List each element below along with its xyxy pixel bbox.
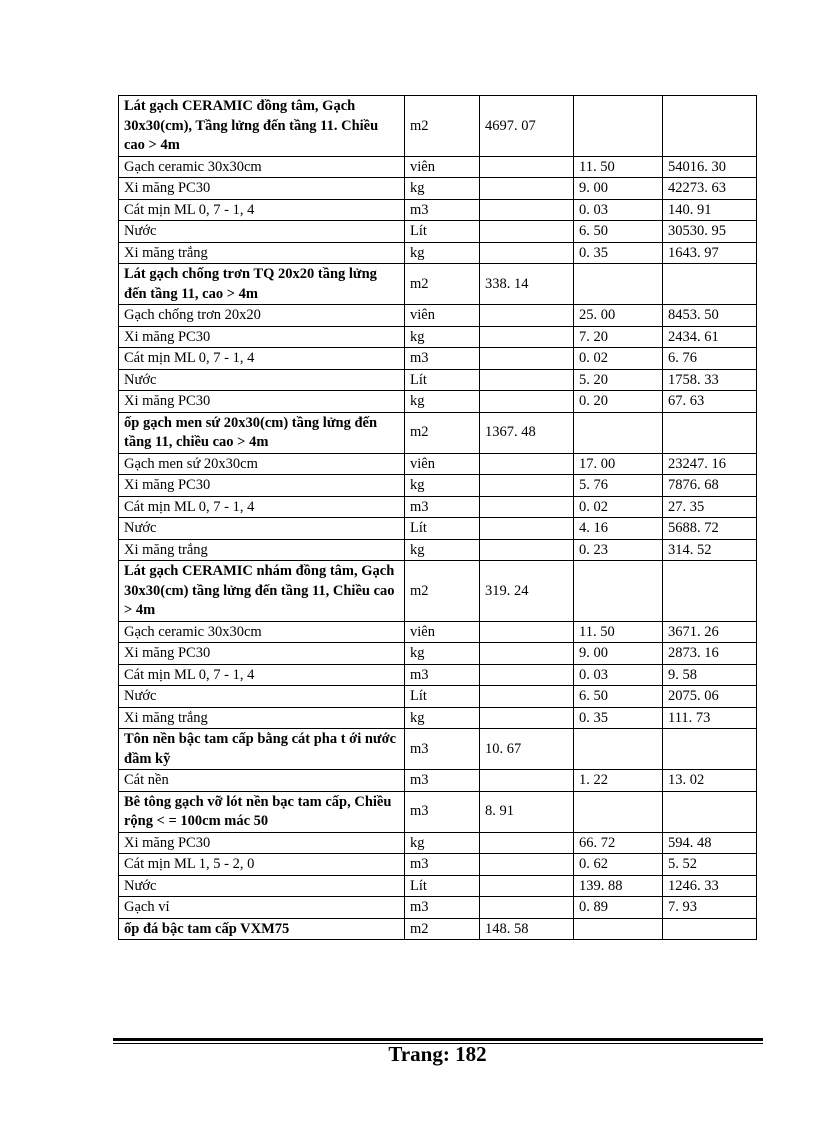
norm-cell xyxy=(574,412,663,453)
total-cell: 314. 52 xyxy=(663,539,757,561)
work-item-row xyxy=(119,791,757,832)
item-name-cell: Lát gạch CERAMIC nhám đồng tâm, Gạch 30x30(cm) tầng lửng đến tầng 11, Chiều cao > 4m xyxy=(119,561,405,622)
material-row xyxy=(119,178,757,200)
norm-cell: 0. 20 xyxy=(574,391,663,413)
quantity-cell xyxy=(480,621,574,643)
unit-cell: kg xyxy=(405,391,480,413)
total-cell: 1643. 97 xyxy=(663,242,757,264)
unit-cell: m3 xyxy=(405,664,480,686)
item-name-cell: Gạch ceramic 30x30cm xyxy=(119,156,405,178)
total-cell xyxy=(663,918,757,940)
work-item-row xyxy=(119,96,757,157)
item-name-cell: Xi măng trắng xyxy=(119,242,405,264)
material-row xyxy=(119,664,757,686)
norm-cell: 6. 50 xyxy=(574,686,663,708)
unit-cell: m2 xyxy=(405,918,480,940)
total-cell: 8453. 50 xyxy=(663,305,757,327)
quantity-cell: 148. 58 xyxy=(480,918,574,940)
unit-cell: m3 xyxy=(405,199,480,221)
quantity-cell xyxy=(480,199,574,221)
norm-cell: 5. 20 xyxy=(574,369,663,391)
total-cell: 27. 35 xyxy=(663,496,757,518)
norm-cell: 11. 50 xyxy=(574,621,663,643)
material-row xyxy=(119,391,757,413)
work-item-row xyxy=(119,412,757,453)
quantity-cell xyxy=(480,770,574,792)
footer-rule-thick xyxy=(113,1038,763,1041)
norm-cell: 0. 62 xyxy=(574,854,663,876)
material-row xyxy=(119,199,757,221)
item-name-cell: Nước xyxy=(119,875,405,897)
norm-cell: 11. 50 xyxy=(574,156,663,178)
material-row xyxy=(119,875,757,897)
item-name-cell: Gạch ceramic 30x30cm xyxy=(119,621,405,643)
total-cell: 5688. 72 xyxy=(663,518,757,540)
total-cell: 42273. 63 xyxy=(663,178,757,200)
quantity-cell xyxy=(480,875,574,897)
total-cell: 140. 91 xyxy=(663,199,757,221)
item-name-cell: Gạch men sứ 20x30cm xyxy=(119,453,405,475)
item-name-cell: Lát gạch chống trơn TQ 20x20 tầng lửng đến tầng 11, cao > 4m xyxy=(119,264,405,305)
item-name-cell: Gạch vỉ xyxy=(119,897,405,919)
material-row xyxy=(119,643,757,665)
quantity-cell xyxy=(480,664,574,686)
norm-cell: 0. 02 xyxy=(574,348,663,370)
work-item-row xyxy=(119,264,757,305)
norm-cell xyxy=(574,561,663,622)
unit-cell: m3 xyxy=(405,348,480,370)
norm-cell: 6. 50 xyxy=(574,221,663,243)
unit-cell: Lít xyxy=(405,875,480,897)
norm-cell: 0. 02 xyxy=(574,496,663,518)
item-name-cell: Cát mịn ML 0, 7 - 1, 4 xyxy=(119,348,405,370)
unit-cell: kg xyxy=(405,832,480,854)
material-row xyxy=(119,221,757,243)
item-name-cell: Xi măng PC30 xyxy=(119,475,405,497)
norm-cell: 0. 03 xyxy=(574,664,663,686)
total-cell xyxy=(663,264,757,305)
unit-cell: m3 xyxy=(405,496,480,518)
norm-cell: 66. 72 xyxy=(574,832,663,854)
total-cell: 2434. 61 xyxy=(663,326,757,348)
unit-cell: Lít xyxy=(405,518,480,540)
unit-cell: kg xyxy=(405,242,480,264)
total-cell: 30530. 95 xyxy=(663,221,757,243)
unit-cell: m3 xyxy=(405,897,480,919)
item-name-cell: Nước xyxy=(119,369,405,391)
quantity-cell xyxy=(480,686,574,708)
total-cell xyxy=(663,561,757,622)
material-row xyxy=(119,770,757,792)
material-row xyxy=(119,496,757,518)
total-cell xyxy=(663,729,757,770)
quantity-cell xyxy=(480,897,574,919)
unit-cell: m2 xyxy=(405,412,480,453)
quantity-cell xyxy=(480,178,574,200)
total-cell: 7876. 68 xyxy=(663,475,757,497)
norm-cell: 0. 23 xyxy=(574,539,663,561)
item-name-cell: Xi măng trắng xyxy=(119,539,405,561)
unit-cell: kg xyxy=(405,326,480,348)
unit-cell: Lít xyxy=(405,221,480,243)
item-name-cell: Tôn nền bậc tam cấp bằng cát pha t ới nước đầm kỹ xyxy=(119,729,405,770)
item-name-cell: Xi măng PC30 xyxy=(119,391,405,413)
total-cell xyxy=(663,96,757,157)
quantity-cell xyxy=(480,832,574,854)
total-cell: 111. 73 xyxy=(663,707,757,729)
total-cell: 2873. 16 xyxy=(663,643,757,665)
quantity-cell xyxy=(480,305,574,327)
total-cell: 3671. 26 xyxy=(663,621,757,643)
norm-cell: 25. 00 xyxy=(574,305,663,327)
item-name-cell: Nước xyxy=(119,686,405,708)
unit-cell: kg xyxy=(405,539,480,561)
norm-cell xyxy=(574,96,663,157)
material-row xyxy=(119,475,757,497)
quantity-cell xyxy=(480,326,574,348)
quantity-cell xyxy=(480,391,574,413)
material-row xyxy=(119,707,757,729)
quantity-cell xyxy=(480,242,574,264)
item-name-cell: Xi măng PC30 xyxy=(119,643,405,665)
total-cell xyxy=(663,791,757,832)
norm-cell xyxy=(574,729,663,770)
material-row xyxy=(119,242,757,264)
norm-cell: 0. 35 xyxy=(574,707,663,729)
item-name-cell: Bê tông gạch vỡ lót nền bạc tam cấp, Chiều rộng < = 100cm mác 50 xyxy=(119,791,405,832)
norm-cell: 0. 35 xyxy=(574,242,663,264)
norm-cell: 9. 00 xyxy=(574,178,663,200)
norm-cell: 0. 89 xyxy=(574,897,663,919)
quantity-cell xyxy=(480,854,574,876)
material-row xyxy=(119,156,757,178)
item-name-cell: Lát gạch CERAMIC đồng tâm, Gạch 30x30(cm), Tầng lửng đến tầng 11. Chiều cao > 4m xyxy=(119,96,405,157)
total-cell: 1758. 33 xyxy=(663,369,757,391)
unit-cell: m2 xyxy=(405,264,480,305)
unit-cell: viên xyxy=(405,305,480,327)
quantity-cell xyxy=(480,643,574,665)
total-cell: 54016. 30 xyxy=(663,156,757,178)
page-number: Trang: 182 xyxy=(388,1042,487,1066)
norm-cell: 1. 22 xyxy=(574,770,663,792)
norm-cell xyxy=(574,264,663,305)
quantity-cell xyxy=(480,156,574,178)
unit-cell: kg xyxy=(405,643,480,665)
norm-cell xyxy=(574,918,663,940)
materials-table-body xyxy=(119,96,757,940)
item-name-cell: Xi măng PC30 xyxy=(119,326,405,348)
norm-cell: 17. 00 xyxy=(574,453,663,475)
quantity-cell xyxy=(480,707,574,729)
material-row xyxy=(119,854,757,876)
unit-cell: m3 xyxy=(405,791,480,832)
quantity-cell: 319. 24 xyxy=(480,561,574,622)
quantity-cell: 8. 91 xyxy=(480,791,574,832)
item-name-cell: Cát mịn ML 1, 5 - 2, 0 xyxy=(119,854,405,876)
item-name-cell: Gạch chống trơn 20x20 xyxy=(119,305,405,327)
unit-cell: m2 xyxy=(405,96,480,157)
norm-cell: 9. 00 xyxy=(574,643,663,665)
unit-cell: kg xyxy=(405,707,480,729)
unit-cell: viên xyxy=(405,621,480,643)
quantity-cell xyxy=(480,539,574,561)
work-item-row xyxy=(119,561,757,622)
material-row xyxy=(119,453,757,475)
item-name-cell: Xi măng trắng xyxy=(119,707,405,729)
work-item-row xyxy=(119,729,757,770)
unit-cell: m2 xyxy=(405,561,480,622)
material-row xyxy=(119,832,757,854)
norm-cell: 5. 76 xyxy=(574,475,663,497)
item-name-cell: ốp gạch men sứ 20x30(cm) tầng lửng đến tầng 11, chiều cao > 4m xyxy=(119,412,405,453)
total-cell: 67. 63 xyxy=(663,391,757,413)
material-row xyxy=(119,897,757,919)
material-row xyxy=(119,539,757,561)
total-cell: 6. 76 xyxy=(663,348,757,370)
quantity-cell xyxy=(480,518,574,540)
item-name-cell: Xi măng PC30 xyxy=(119,178,405,200)
material-row xyxy=(119,621,757,643)
norm-cell: 0. 03 xyxy=(574,199,663,221)
materials-table xyxy=(118,95,757,940)
unit-cell: Lít xyxy=(405,686,480,708)
quantity-cell: 1367. 48 xyxy=(480,412,574,453)
quantity-cell xyxy=(480,221,574,243)
item-name-cell: Cát nền xyxy=(119,770,405,792)
material-row xyxy=(119,369,757,391)
quantity-cell xyxy=(480,348,574,370)
unit-cell: viên xyxy=(405,453,480,475)
quantity-cell xyxy=(480,453,574,475)
total-cell: 1246. 33 xyxy=(663,875,757,897)
total-cell: 23247. 16 xyxy=(663,453,757,475)
unit-cell: m3 xyxy=(405,854,480,876)
material-row xyxy=(119,326,757,348)
unit-cell: kg xyxy=(405,178,480,200)
unit-cell: viên xyxy=(405,156,480,178)
total-cell: 594. 48 xyxy=(663,832,757,854)
quantity-cell xyxy=(480,369,574,391)
norm-cell: 4. 16 xyxy=(574,518,663,540)
item-name-cell: Cát mịn ML 0, 7 - 1, 4 xyxy=(119,199,405,221)
norm-cell: 7. 20 xyxy=(574,326,663,348)
unit-cell: m3 xyxy=(405,770,480,792)
quantity-cell xyxy=(480,496,574,518)
item-name-cell: Nước xyxy=(119,518,405,540)
item-name-cell: Cát mịn ML 0, 7 - 1, 4 xyxy=(119,664,405,686)
material-row xyxy=(119,348,757,370)
total-cell: 2075. 06 xyxy=(663,686,757,708)
item-name-cell: Xi măng PC30 xyxy=(119,832,405,854)
total-cell: 7. 93 xyxy=(663,897,757,919)
norm-cell: 139. 88 xyxy=(574,875,663,897)
norm-cell xyxy=(574,791,663,832)
material-row xyxy=(119,305,757,327)
material-row xyxy=(119,686,757,708)
unit-cell: m3 xyxy=(405,729,480,770)
quantity-cell: 338. 14 xyxy=(480,264,574,305)
quantity-cell: 4697. 07 xyxy=(480,96,574,157)
unit-cell: Lít xyxy=(405,369,480,391)
total-cell: 5. 52 xyxy=(663,854,757,876)
item-name-cell: Cát mịn ML 0, 7 - 1, 4 xyxy=(119,496,405,518)
item-name-cell: Nước xyxy=(119,221,405,243)
material-row xyxy=(119,518,757,540)
quantity-cell: 10. 67 xyxy=(480,729,574,770)
unit-cell: kg xyxy=(405,475,480,497)
total-cell: 9. 58 xyxy=(663,664,757,686)
work-item-row xyxy=(119,918,757,940)
total-cell: 13. 02 xyxy=(663,770,757,792)
quantity-cell xyxy=(480,475,574,497)
total-cell xyxy=(663,412,757,453)
item-name-cell: ốp đá bậc tam cấp VXM75 xyxy=(119,918,405,940)
